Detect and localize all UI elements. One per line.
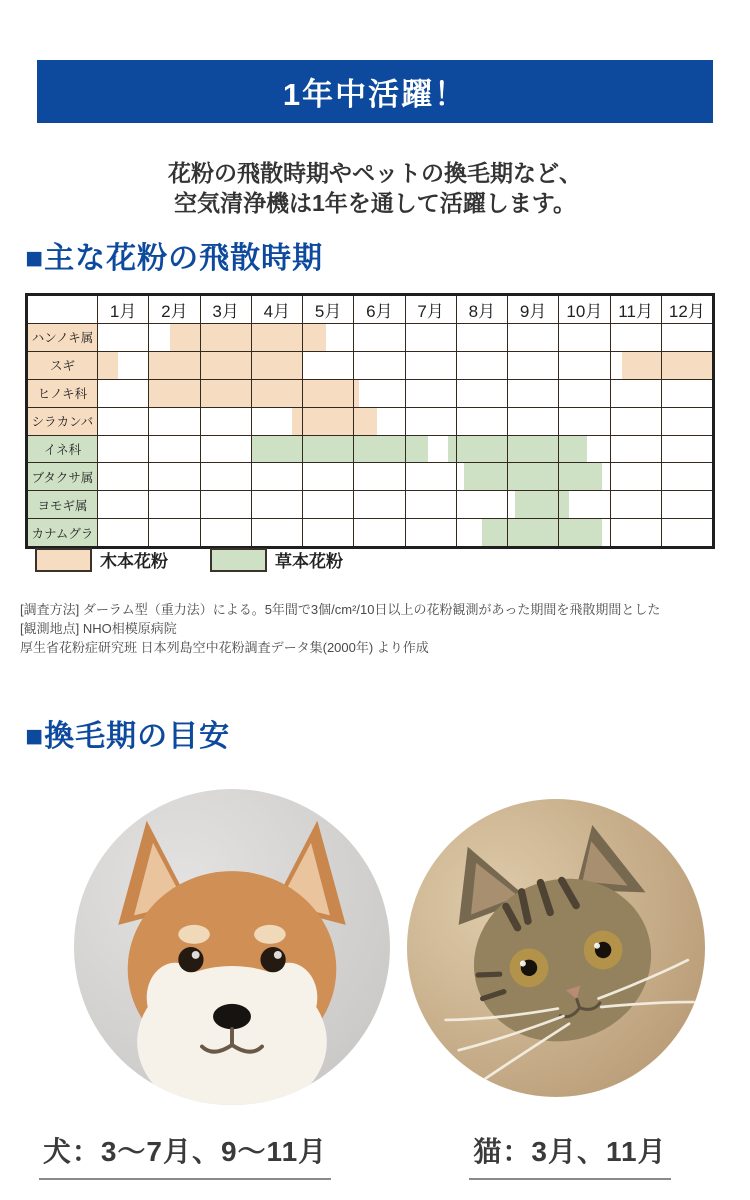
pollen-row-label: スギ: [28, 352, 98, 379]
grid-cell: [457, 491, 508, 518]
grid-cell: [201, 408, 252, 435]
grid-cell: [662, 324, 712, 351]
grid-cell: [149, 436, 200, 463]
grid-cell: [354, 380, 405, 407]
pollen-row-label: ハンノキ属: [28, 324, 98, 351]
grid-cell: [354, 324, 405, 351]
month-header: 6月: [354, 296, 405, 323]
month-gridlines: [98, 408, 712, 435]
month-header: 11月: [611, 296, 662, 323]
month-header: 12月: [668, 302, 705, 321]
pollen-row-track: [98, 436, 712, 463]
cat-illustration: [407, 799, 705, 1097]
pollen-row: [28, 352, 712, 380]
pollen-section-heading: ■主な花粉の飛散時期: [25, 242, 324, 275]
grid-cell: [354, 352, 405, 379]
cat-photo: [407, 799, 705, 1097]
grid-cell: [98, 491, 149, 518]
grid-cell: [303, 352, 354, 379]
pollen-row-track: [98, 352, 712, 379]
grid-cell: [98, 519, 149, 546]
legend-label-grass: 草本花粉: [275, 552, 343, 571]
table-corner-cell: [28, 296, 98, 323]
grid-cell: [149, 519, 200, 546]
grid-cell: [98, 436, 149, 463]
grid-cell: [611, 463, 662, 490]
pollen-row-track: [98, 463, 712, 490]
grid-cell: [98, 408, 149, 435]
grid-cell: [662, 380, 712, 407]
banner: [37, 60, 713, 123]
banner-title: 1年中活躍！: [282, 77, 468, 112]
pollen-row: [28, 324, 712, 352]
grid-cell: [252, 519, 303, 546]
note-line-3: 厚生省花粉症研究班 日本列島空中花粉調査データ集(2000年) より作成: [20, 640, 429, 655]
grid-cell: [406, 352, 457, 379]
grid-cell: [508, 408, 559, 435]
pollen-row: [28, 408, 712, 436]
grid-cell: [201, 519, 252, 546]
grid-cell: [406, 324, 457, 351]
pollen-row-track: [98, 380, 712, 407]
pollen-row-track: [98, 491, 712, 518]
grid-cell: [201, 436, 252, 463]
month-gridlines: [98, 463, 712, 490]
grid-cell: [303, 463, 354, 490]
month-header: 2月: [149, 296, 200, 323]
month-header: 3月: [201, 296, 252, 323]
grid-cell: [406, 519, 457, 546]
grid-cell: [611, 380, 662, 407]
pollen-bar: [149, 380, 359, 407]
grid-cell: [149, 408, 200, 435]
pollen-row-label: ブタクサ属: [28, 463, 98, 490]
pollen-row-track: [98, 519, 712, 546]
month-header: 9月: [508, 296, 559, 323]
grid-cell: [252, 491, 303, 518]
intro-line-1: 花粉の飛散時期やペットの換毛期など、: [168, 160, 582, 186]
legend: [35, 547, 343, 572]
pollen-row: [28, 519, 712, 546]
pollen-bar: [252, 436, 429, 463]
grid-cell: [508, 324, 559, 351]
grid-cell: [98, 463, 149, 490]
note-line-2: [観測地点] NHO相模原病院: [20, 621, 177, 636]
pollen-bar: [482, 519, 602, 546]
pollen-bar: [622, 352, 712, 379]
legend-swatch-tree: [35, 548, 92, 572]
grid-cell: [662, 463, 712, 490]
month-gridlines: [98, 519, 712, 546]
pollen-bar: [149, 352, 303, 379]
grid-cell: [406, 408, 457, 435]
molt-section-heading: ■換毛期の目安: [25, 720, 231, 753]
pollen-bar: [515, 491, 569, 518]
grid-cell: [611, 324, 662, 351]
dog-caption-wrap: [30, 1130, 340, 1180]
grid-cell: [662, 408, 712, 435]
intro-line-2: 空気清浄機は1年を通して活躍します。: [174, 190, 576, 216]
grid-cell: [559, 324, 610, 351]
grid-cell: [252, 463, 303, 490]
grid-cell: [662, 436, 712, 463]
pollen-row: [28, 436, 712, 464]
grid-cell: [98, 324, 149, 351]
grid-cell: [457, 408, 508, 435]
month-header: 5月: [303, 296, 354, 323]
month-gridlines: [98, 491, 712, 518]
cat-caption: 猫：3月、11月: [469, 1130, 670, 1180]
grid-cell: [559, 408, 610, 435]
grid-cell: [508, 380, 559, 407]
grid-cell: [406, 380, 457, 407]
grid-cell: [611, 491, 662, 518]
grid-cell: [98, 380, 149, 407]
grid-cell: [201, 491, 252, 518]
grid-cell: [149, 463, 200, 490]
cat-caption-wrap: [450, 1130, 690, 1180]
dog-illustration: [74, 789, 390, 1105]
month-header: 7月: [406, 296, 457, 323]
grid-cell: [303, 519, 354, 546]
pollen-bar: [464, 463, 602, 490]
note-line-1: [調査方法] ダーラム型（重力法）による。5年間で3個/cm²/10日以上の花粉観測があった期間を飛散期間とした: [20, 602, 661, 617]
month-header: 4月: [252, 296, 303, 323]
pollen-row-track: [98, 408, 712, 435]
grid-cell: [611, 519, 662, 546]
legend-swatch-grass: [210, 548, 267, 572]
grid-cell: [662, 491, 712, 518]
pollen-row-label: イネ科: [28, 436, 98, 463]
dog-caption: 犬：3〜7月、9〜11月: [39, 1130, 331, 1180]
pollen-row-label: シラカンバ: [28, 408, 98, 435]
grid-cell: [662, 519, 712, 546]
grid-cell: [457, 352, 508, 379]
grid-cell: [406, 491, 457, 518]
month-header: 10月: [559, 296, 610, 323]
grid-cell: [354, 463, 405, 490]
grid-cell: [201, 463, 252, 490]
grid-cell: [559, 352, 610, 379]
grid-cell: [508, 352, 559, 379]
grid-cell: [457, 324, 508, 351]
grid-cell: [611, 436, 662, 463]
pollen-row: [28, 380, 712, 408]
pollen-bar: [448, 436, 586, 463]
pollen-calendar-table: [25, 293, 715, 549]
grid-cell: [457, 380, 508, 407]
pollen-bar: [292, 408, 376, 435]
pollen-row: [28, 491, 712, 519]
table-header-row: [28, 296, 712, 324]
pollen-row-label: ヒノキ科: [28, 380, 98, 407]
pollen-row-track: [98, 324, 712, 351]
grid-cell: [406, 463, 457, 490]
grid-cell: [149, 491, 200, 518]
pollen-row-label: カナムグラ: [28, 519, 98, 546]
grid-cell: [354, 491, 405, 518]
dog-photo: [74, 789, 390, 1105]
month-header: 1月: [98, 296, 149, 323]
pollen-bar: [170, 324, 326, 351]
grid-cell: [354, 519, 405, 546]
grid-cell: [559, 380, 610, 407]
intro-text: [0, 158, 750, 218]
grid-cell: [303, 491, 354, 518]
grid-cell: [611, 408, 662, 435]
month-header: 8月: [457, 296, 508, 323]
pollen-row: [28, 463, 712, 491]
survey-notes: [20, 600, 748, 657]
pollen-bar: [98, 352, 118, 379]
pollen-row-label: ヨモギ属: [28, 491, 98, 518]
legend-label-tree: 木本花粉: [100, 552, 168, 571]
